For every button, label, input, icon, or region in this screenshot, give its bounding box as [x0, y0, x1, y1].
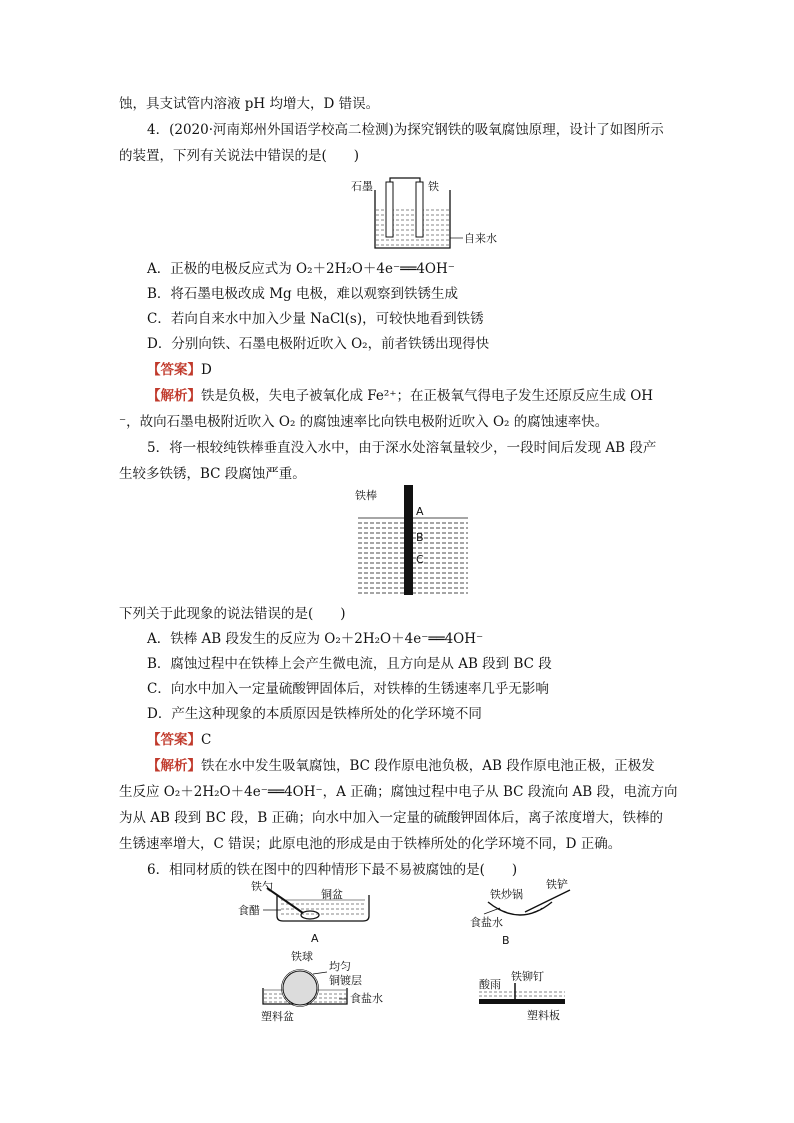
q6c-label-ball: 铁球: [291, 950, 313, 963]
q6c-label-basin: 塑料盆: [261, 1010, 294, 1023]
q5-option-d: D．产生这种现象的本质原因是铁棒所处的化学环境不同: [147, 706, 482, 722]
prev-analysis-tail: 蚀，具支试管内溶液 pH 均增大，D 错误。: [119, 96, 380, 112]
q6-stem: 6．相同材质的铁在图中的四种情形下最不易被腐蚀的是( ): [147, 862, 518, 878]
q6d-label-board: 塑料板: [527, 1009, 560, 1022]
q4-analysis-text1: 铁是负极，失电子被氧化成 Fe²⁺；在正极氧气得电子发生还原反应生成 OH: [201, 388, 654, 404]
q4-answer-tag: 【答案】: [147, 362, 201, 378]
q5-analysis-tag: 【解析】: [147, 758, 201, 774]
q5-label-a: A: [416, 505, 424, 518]
q4-analysis-tag: 【解析】: [147, 388, 201, 404]
q6-figure-d: [475, 965, 595, 1025]
q4-label-water: 自来水: [464, 232, 497, 245]
q5-question: 下列关于此现象的说法错误的是( ): [119, 606, 346, 622]
q6d-label-rivet: 铁铆钉: [511, 970, 544, 983]
q6a-label-vinegar: 食醋: [238, 904, 260, 917]
q6c-label-coat2: 铜镀层: [329, 974, 362, 987]
q5-analysis-line2: 生反应 O₂＋2H₂O＋4e⁻══4OH⁻，A 正确；腐蚀过程中电子从 BC 段流向 AB 段，电流方向: [119, 784, 678, 800]
q6b-label-brine: 食盐水: [470, 916, 503, 929]
q6b-caption: B: [502, 934, 510, 947]
q4-stem-line1: 4．(2020·河南郑州外国语学校高二检测)为探究钢铁的吸氧腐蚀原理，设计了如图所示: [147, 122, 664, 138]
q4-option-d: D．分别向铁、石墨电极附近吹入 O₂，前者铁锈出现得快: [147, 336, 490, 352]
q4-answer: [147, 361, 212, 379]
q4-option-b: B．将石墨电极改成 Mg 电极，难以观察到铁锈生成: [147, 286, 458, 302]
q5-analysis-text1: 铁在水中发生吸氧腐蚀，BC 段作原电池负极，AB 段作原电池正极，正极发: [201, 758, 655, 774]
q5-option-b: B．腐蚀过程中在铁棒上会产生微电流，且方向是从 AB 段到 BC 段: [147, 656, 552, 672]
q4-option-a: A．正极的电极反应式为 O₂＋2H₂O＋4e⁻══4OH⁻: [147, 261, 455, 277]
q5-answer-value: C: [201, 732, 212, 748]
q4-figure: [345, 170, 505, 255]
q4-analysis-line2: ⁻，故向石墨电极附近吹入 O₂ 的腐蚀速率比向铁电极附近吹入 O₂ 的腐蚀速率快。: [119, 414, 609, 430]
q5-stem-line1: 5．将一根较纯铁棒垂直没入水中，由于深水处溶氧量较少，一段时间后发现 AB 段产: [147, 440, 657, 456]
q5-figure: [355, 485, 485, 600]
q5-option-a: A．铁棒 AB 段发生的反应为 O₂＋2H₂O＋4e⁻══4OH⁻: [147, 631, 484, 647]
q4-option-c: C．若向自来水中加入少量 NaCl(s)，可较快地看到铁锈: [147, 311, 484, 327]
q6c-label-coat1: 均匀: [329, 960, 351, 973]
q6a-label-bowl: 铜盆: [321, 888, 343, 901]
q6-figure-c: [255, 950, 395, 1025]
q6c-label-brine: 食盐水: [350, 992, 383, 1005]
q5-analysis-line3: 为从 AB 段到 BC 段，B 正确；向水中加入一定量的硫酸钾固体后，离子浓度增大，铁棒的: [119, 810, 664, 826]
q6a-caption: A: [311, 932, 319, 945]
q6-figure-b: [470, 878, 590, 953]
q5-stem-line2: 生较多铁锈，BC 段腐蚀严重。: [119, 466, 306, 482]
q5-label-rod: 铁棒: [355, 489, 377, 502]
q6b-label-shovel: 铁铲: [546, 878, 568, 891]
q4-label-graphite: 石墨: [351, 180, 373, 193]
q5-label-b: B: [416, 531, 424, 544]
q6d-label-rain: 酸雨: [479, 978, 501, 991]
q4-answer-value: D: [201, 362, 212, 378]
q5-analysis-line1: [147, 757, 655, 775]
q5-analysis-line4: 生锈速率增大，C 错误；此原电池的形成是由于铁棒所处的化学环境不同，D 正确。: [119, 836, 622, 852]
q5-answer: [147, 731, 211, 749]
q6b-label-wok: 铁炒锅: [490, 888, 523, 901]
q5-option-c: C．向水中加入一定量硫酸钾固体后，对铁棒的生锈速率几乎无影响: [147, 681, 549, 697]
q6-figure-a: [238, 880, 395, 950]
q5-label-c: C: [416, 553, 424, 566]
q5-answer-tag: 【答案】: [147, 732, 201, 748]
q4-label-iron: 铁: [428, 180, 439, 193]
q6a-label-spoon: 铁勺: [251, 880, 273, 893]
q4-analysis-line1: [147, 387, 653, 405]
q4-stem-line2: 的装置，下列有关说法中错误的是( ): [119, 148, 360, 164]
